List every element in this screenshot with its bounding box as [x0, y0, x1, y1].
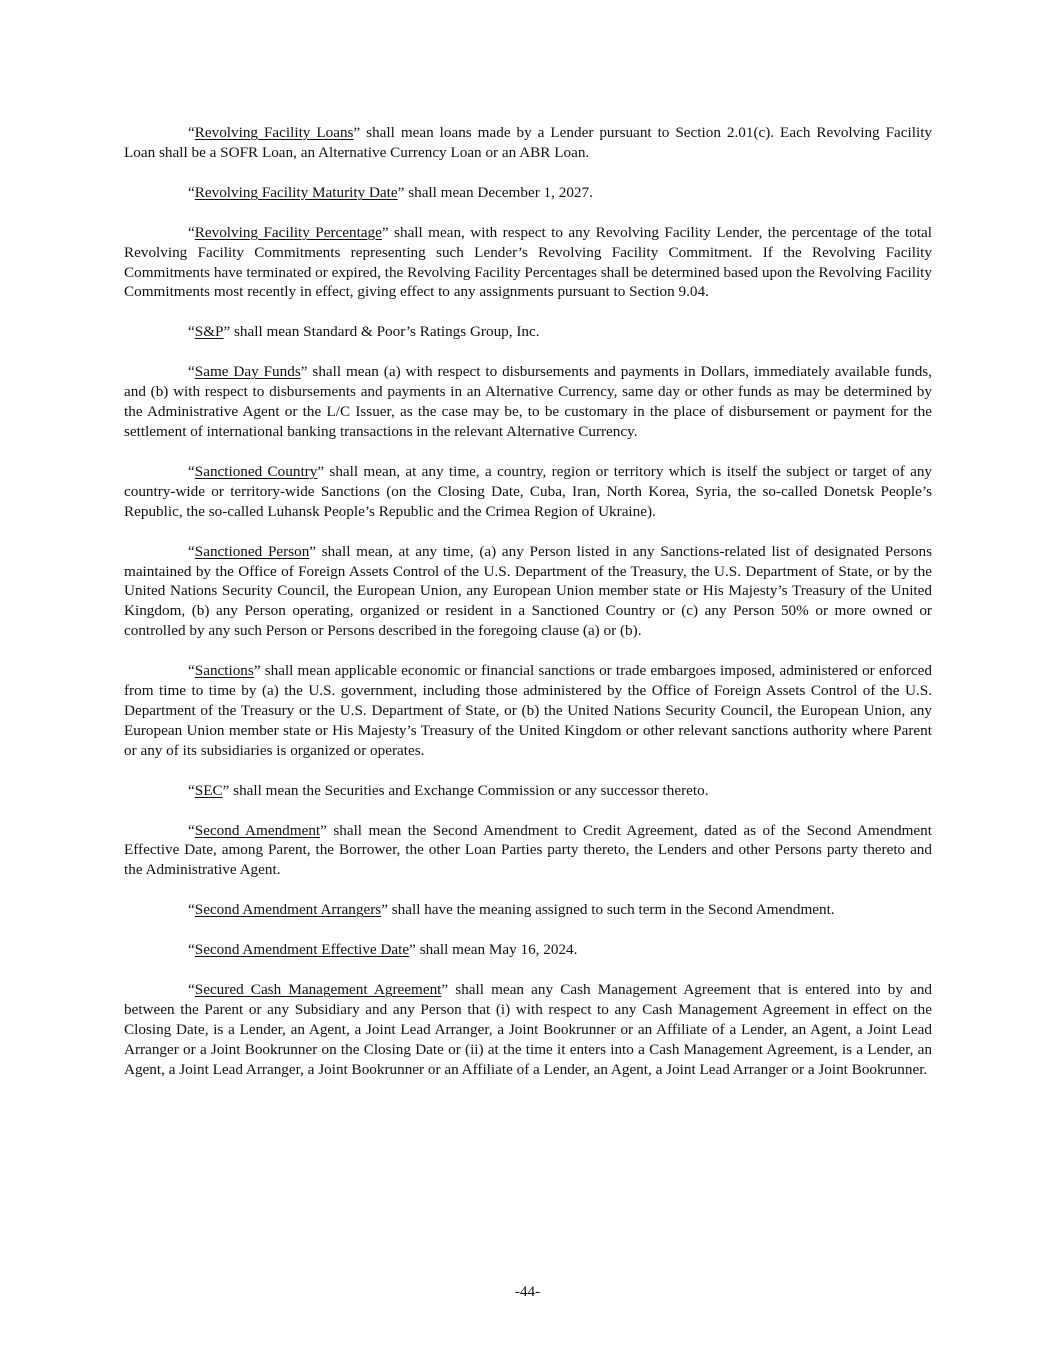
- definition-text: shall have the meaning assigned to such term in the Second Amendment.: [387, 901, 835, 919]
- definition-sanctions: “Sanctions” shall mean applicable economic or financial sanctions or trade embargoes imposed, administered or enforced from time to time by (a) the U.S. government, including those administered by the Office of Foreign Assets Control of the U.S. Department of the Treasury or the U.S. Department of State, or (b) the United Nations Security Council, the European Union, any European Union member state or His Majesty’s Treasury of the United Kingdom or other relevant sanctions authority where Parent or any of its subsidiaries is organized or operates.: [124, 662, 932, 759]
- definition-text: shall mean, at any time, a country, region or territory which is itself the subject or target of any country-wide or territory-wide Sanctions (on the Closing Date, Cuba, Iran, North Korea, Syria, the so-called Donetsk People’s Republic, the so-called Luhansk People’s Republic and the Crimea Region of Ukraine).: [124, 462, 933, 520]
- definition-text: shall mean, with respect to any Revolving Facility Lender, the percentage of the total Revolving Facility Commitments representing such Lender’s Revolving Facility Commitment. If the Revolving Facility Commitments have terminated or expired, the Revolving Facility Percentages shall be determined based upon the Revolving Facility Commitments most recently in effect, giving effect to any assignments pursuant to Section 9.04.: [124, 223, 932, 301]
- defined-term: Sanctions: [194, 662, 254, 680]
- definition-text: shall mean the Second Amendment to Credit Agreement, dated as of the Second Amendment Effective Date, among Parent, the Borrower, the other Loan Parties party thereto, the Lenders and other Persons party thereto and the Administrative Agent.: [124, 821, 932, 879]
- definition-text: shall mean any Cash Management Agreement that is entered into by and between the Parent or any Subsidiary and any Person that (i) with respect to any Cash Management Agreement in effect on the Closing Date, is a Lender, an Agent, a Joint Lead Arranger, a Joint Bookrunner or an Affiliate of a Lender, an Agent, a Joint Lead Arranger or a Joint Bookrunner on the Closing Date or (ii) at the time it enters into a Cash Management Agreement, is a Lender, an Agent, a Joint Lead Arranger, a Joint Bookrunner or an Affiliate of a Lender, an Agent, a Joint Lead Arranger or a Joint Bookrunner.: [124, 981, 933, 1078]
- definition-text: shall mean Standard & Poor’s Ratings Group, Inc.: [230, 323, 540, 341]
- definition-s-and-p: “S&P” shall mean Standard & Poor’s Ratings Group, Inc.: [188, 323, 540, 341]
- definition-second-amendment: “Second Amendment” shall mean the Second Amendment to Credit Agreement, dated as of the Second Amendment Effective Date, among Parent, the Borrower, the other Loan Parties party thereto, the Lenders and other Persons party thereto and the Administrative Agent.: [124, 821, 932, 879]
- definition-sec: “SEC” shall mean the Securities and Exchange Commission or any successor thereto.: [188, 781, 709, 799]
- definition-revolving-facility-maturity-date: “Revolving Facility Maturity Date” shall mean December 1, 2027.: [188, 183, 593, 201]
- defined-term: Same Day Funds: [194, 363, 301, 381]
- defined-term: S&P: [194, 323, 224, 341]
- definition-same-day-funds: “Same Day Funds” shall mean (a) with respect to disbursements and payments in Dollars, immediately available funds, and (b) with respect to disbursements and payments in an Alternative Currency, same day or other funds as may be determined by the Administrative Agent or the L/C Issuer, as the case may be, to be customary in the place of disbursement or payment for the settlement of international banking transactions in the relevant Alternative Currency.: [124, 363, 933, 440]
- definition-secured-cash-management-agreement: “Secured Cash Management Agreement” shall mean any Cash Management Agreement that is entered into by and between the Parent or any Subsidiary and any Person that (i) with respect to any Cash Management Agreement in effect on the Closing Date, is a Lender, an Agent, a Joint Lead Arranger, a Joint Bookrunner or an Affiliate of a Lender, an Agent, a Joint Lead Arranger or a Joint Bookrunner on the Closing Date or (ii) at the time it enters into a Cash Management Agreement, is a Lender, an Agent, a Joint Lead Arranger, a Joint Bookrunner or an Affiliate of a Lender, an Agent, a Joint Lead Arranger or a Joint Bookrunner.: [124, 981, 933, 1078]
- definition-text: shall mean, at any time, (a) any Person listed in any Sanctions-related list of designated Persons maintained by the Office of Foreign Assets Control of the U.S. Department of the Treasury, the U.S. Department of State, or by the United Nations Security Council, the European Union, any European Union member state or His Majesty’s Treasury of the United Kingdom, (b) any Person operating, organized or resident in a Sanctioned Country or (c) any Person 50% or more owned or controlled by any such Person or Persons described in the foregoing clause (a) or (b).: [124, 542, 932, 640]
- defined-term: Secured Cash Management Agreement: [194, 981, 442, 999]
- definition-second-amendment-arrangers: “Second Amendment Arrangers” shall have the meaning assigned to such term in the Second Amendment.: [188, 901, 835, 919]
- definition-text: shall mean December 1, 2027.: [404, 183, 593, 201]
- defined-term: Second Amendment Effective Date: [194, 941, 410, 959]
- definition-sanctioned-person: “Sanctioned Person” shall mean, at any time, (a) any Person listed in any Sanctions-related list of designated Persons maintained by the Office of Foreign Assets Control of the U.S. Department of the Treasury, the U.S. Department of State, or by the United Nations Security Council, the European Union, any European Union member state or His Majesty’s Treasury of the United Kingdom, (b) any Person operating, organized or resident in a Sanctioned Country or (c) any Person 50% or more owned or controlled by any such Person or Persons described in the foregoing clause (a) or (b).: [124, 542, 932, 640]
- defined-term: Sanctioned Person: [194, 542, 310, 560]
- definition-second-amendment-effective-date: “Second Amendment Effective Date” shall mean May 16, 2024.: [188, 941, 578, 959]
- document-body: [124, 123, 932, 1100]
- defined-term: Sanctioned Country: [194, 462, 318, 480]
- defined-term: Revolving Facility Percentage: [194, 223, 382, 241]
- definition-text: shall mean applicable economic or financial sanctions or trade embargoes imposed, administered or enforced from time to time by (a) the U.S. government, including those administered by the Office of Foreign Assets Control of the U.S. Department of the Treasury or the U.S. Department of State, or (b) the United Nations Security Council, the European Union, any European Union member state or His Majesty’s Treasury of the United Kingdom or other relevant sanctions authority where Parent or any of its subsidiaries is organized or operates.: [124, 662, 932, 759]
- defined-term: SEC: [194, 781, 223, 799]
- definition-text: shall mean (a) with respect to disbursements and payments in Dollars, immediately available funds, and (b) with respect to disbursements and payments in an Alternative Currency, same day or other funds as may be determined by the Administrative Agent or the L/C Issuer, as the case may be, to be customary in the place of disbursement or payment for the settlement of international banking transactions in the relevant Alternative Currency.: [124, 363, 933, 440]
- defined-term: Second Amendment: [194, 821, 321, 839]
- page-number: -44-: [514, 1283, 541, 1300]
- definition-revolving-facility-loans: “Revolving Facility Loans” shall mean loans made by a Lender pursuant to Section 2.01(c). Each Revolving Facility Loan shall be a SOFR Loan, an Alternative Currency Loan or an ABR Loan.: [124, 124, 933, 161]
- defined-term: Revolving Facility Maturity Date: [194, 183, 398, 201]
- defined-term: Second Amendment Arrangers: [194, 901, 382, 919]
- definition-text: shall mean loans made by a Lender pursuant to Section 2.01(c). Each Revolving Facility Loan shall be a SOFR Loan, an Alternative Currency Loan or an ABR Loan.: [124, 124, 933, 161]
- defined-term: Revolving Facility Loans: [194, 124, 354, 141]
- definition-sanctioned-country: “Sanctioned Country” shall mean, at any time, a country, region or territory which is itself the subject or target of any country-wide or territory-wide Sanctions (on the Closing Date, Cuba, Iran, North Korea, Syria, the so-called Donetsk People’s Republic, the so-called Luhansk People’s Republic and the Crimea Region of Ukraine).: [124, 462, 933, 520]
- definition-revolving-facility-percentage: “Revolving Facility Percentage” shall mean, with respect to any Revolving Facility Lender, the percentage of the total Revolving Facility Commitments representing such Lender’s Revolving Facility Commitment. If the Revolving Facility Commitments have terminated or expired, the Revolving Facility Percentages shall be determined based upon the Revolving Facility Commitments most recently in effect, giving effect to any assignments pursuant to Section 9.04.: [124, 223, 932, 301]
- definition-text: shall mean the Securities and Exchange Commission or any successor thereto.: [229, 781, 709, 799]
- definition-text: shall mean May 16, 2024.: [415, 941, 578, 959]
